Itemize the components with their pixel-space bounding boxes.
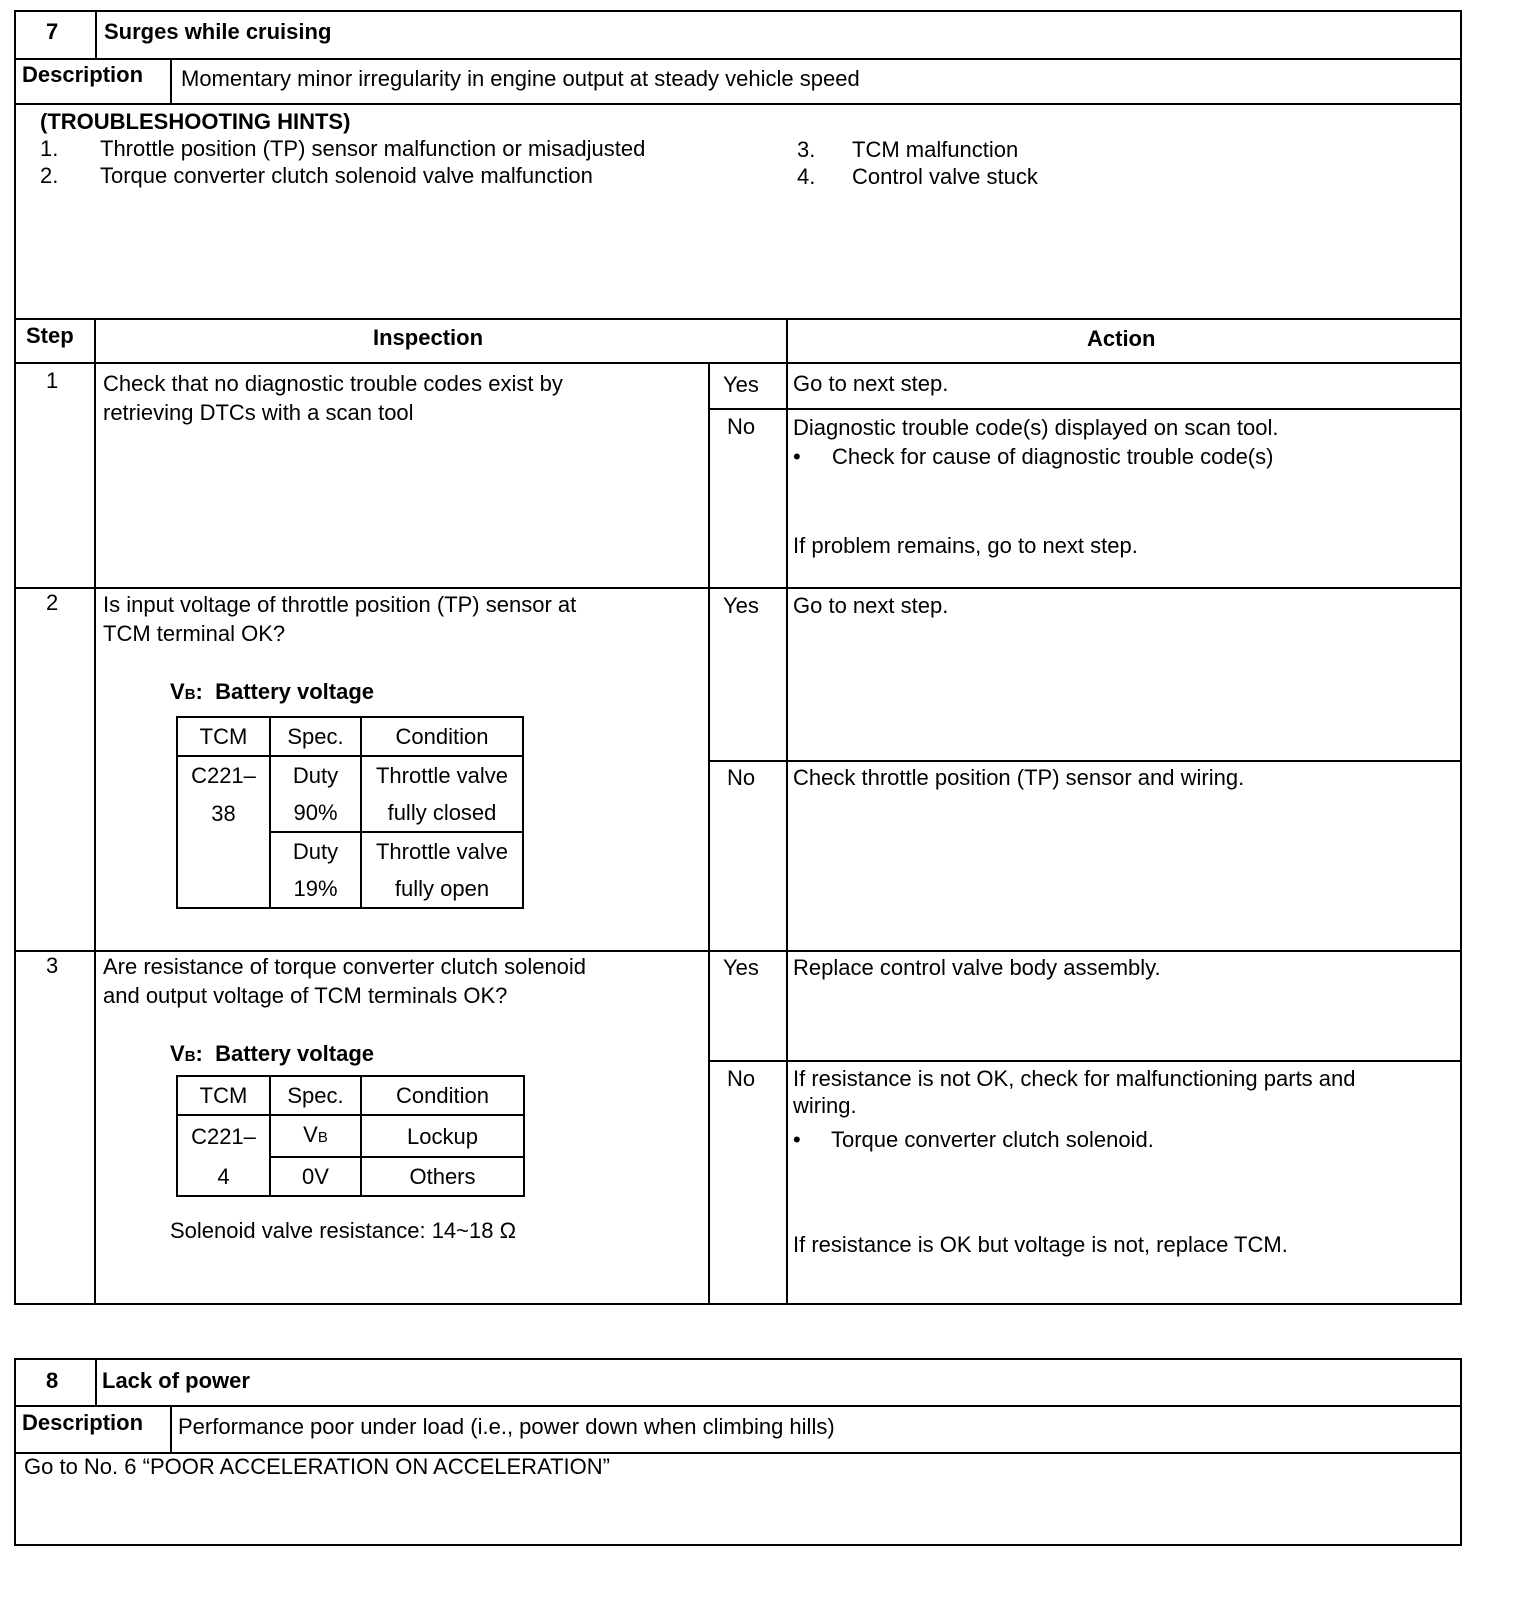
inspection-header: Inspection (373, 325, 484, 350)
step3-yes-action: Replace control valve body assembly. (793, 955, 1161, 980)
s7-desc-label: Description (22, 62, 144, 87)
terminal-empty (177, 870, 270, 908)
step1-no-after: If problem remains, go to next step. (793, 533, 1138, 558)
step1-inspection-line2: retrieving DTCs with a scan tool (103, 400, 414, 425)
vb-sub: B (184, 1048, 196, 1065)
step1-number: 1 (46, 368, 59, 393)
spec-1a: Duty (270, 756, 361, 794)
step3-spec-table (176, 1075, 525, 1197)
s8-title-cell (95, 1358, 1462, 1407)
step1-no-bullet: Check for cause of diagnostic trouble code(s) (832, 444, 1274, 469)
step2-num-cell (14, 587, 96, 952)
cond-others: Others (361, 1157, 524, 1196)
step3-no-action-line2: wiring. (793, 1093, 857, 1118)
terminal-line2: 4 (177, 1157, 270, 1196)
terminal-empty (177, 832, 270, 870)
step3-no-action-line1: If resistance is not OK, check for malfunctioning parts and (793, 1066, 1356, 1091)
terminal-line2: 38 (177, 794, 270, 832)
step1-yes-label: Yes (723, 372, 759, 397)
step3-num-cell (14, 950, 96, 1305)
cond-lockup: Lockup (361, 1115, 524, 1157)
s8-number: 8 (46, 1368, 59, 1393)
step3-yes-label: Yes (723, 955, 759, 980)
action-header: Action (1087, 326, 1156, 351)
step1-num-cell (14, 362, 96, 589)
step2-yes-label: Yes (723, 593, 759, 618)
step2-number: 2 (46, 590, 59, 615)
bullet-icon: • (793, 444, 801, 469)
step3-number: 3 (46, 953, 59, 978)
th-spec: Spec. (270, 1076, 361, 1115)
hint-3-num: 3. (797, 137, 816, 162)
th-condition: Condition (361, 1076, 524, 1115)
step3-no-after: If resistance is OK but voltage is not, replace TCM. (793, 1232, 1288, 1257)
step3-inspection-line2: and output voltage of TCM terminals OK? (103, 983, 508, 1008)
th-tcm: TCM (177, 1076, 270, 1115)
th-spec: Spec. (270, 717, 361, 756)
step1-no-action: Diagnostic trouble code(s) displayed on scan tool. (793, 415, 1279, 440)
hint-1: Throttle position (TP) sensor malfunction or misadjusted (100, 136, 646, 161)
step3-no-label: No (727, 1066, 756, 1091)
cond-2a: Throttle valve (361, 832, 523, 870)
resistance-spec: Solenoid valve resistance: 14~18 Ω (170, 1218, 517, 1243)
spec-vb-prefix: V (303, 1122, 318, 1147)
step2-no-label: No (727, 765, 756, 790)
hints-title: (TROUBLESHOOTING HINTS) (40, 109, 351, 134)
spec-vb (270, 1115, 361, 1157)
step3-vb-note (170, 1040, 374, 1071)
step2-inspection-line2: TCM terminal OK? (103, 621, 286, 646)
hint-1-num: 1. (40, 136, 59, 161)
cond-1b: fully closed (361, 794, 523, 832)
step2-spec-table (176, 716, 524, 909)
th-tcm: TCM (177, 717, 270, 756)
step1-no-label: No (727, 414, 756, 439)
step-header: Step (26, 323, 74, 348)
terminal-line1: C221– (177, 756, 270, 794)
vb-prefix: V (170, 679, 185, 704)
spec-2a: Duty (270, 832, 361, 870)
vb-prefix: V (170, 1041, 185, 1066)
hint-2-num: 2. (40, 163, 59, 188)
hint-3: TCM malfunction (852, 137, 1019, 162)
hint-2: Torque converter clutch solenoid valve malfunction (100, 163, 593, 188)
step2-yes-action: Go to next step. (793, 593, 949, 618)
step2-inspection-line1: Is input voltage of throttle position (TP) sensor at (103, 592, 577, 617)
step3-no-bullet: Torque converter clutch solenoid. (831, 1127, 1154, 1152)
s7-number: 7 (46, 19, 59, 44)
s7-title: Surges while cruising (104, 19, 332, 44)
step2-vb-note (170, 678, 374, 709)
s8-content: Go to No. 6 “POOR ACCELERATION ON ACCELERATION” (24, 1454, 610, 1479)
spec-0v: 0V (270, 1157, 361, 1196)
step3-inspection-line1: Are resistance of torque converter clutch solenoid (103, 954, 587, 979)
vb-label: : Battery voltage (195, 1041, 375, 1066)
spec-vb-sub: B (317, 1129, 328, 1146)
th-condition: Condition (361, 717, 523, 756)
step2-no-action: Check throttle position (TP) sensor and wiring. (793, 765, 1245, 790)
vb-sub: B (184, 686, 196, 703)
cond-1a: Throttle valve (361, 756, 523, 794)
terminal-line1: C221– (177, 1115, 270, 1157)
step3-no-cell (708, 1060, 788, 1305)
step3-no-action-cell (786, 1060, 1462, 1305)
vb-label: : Battery voltage (195, 679, 375, 704)
s8-desc-label: Description (22, 1410, 144, 1435)
bullet-icon: • (793, 1127, 801, 1152)
s8-description: Performance poor under load (i.e., power down when climbing hills) (178, 1414, 835, 1439)
cond-2b: fully open (361, 870, 523, 908)
step1-yes-action: Go to next step. (793, 371, 949, 396)
s8-title: Lack of power (102, 1368, 250, 1393)
hint-4: Control valve stuck (852, 164, 1038, 189)
spec-2b: 19% (270, 870, 361, 908)
s7-description: Momentary minor irregularity in engine output at steady vehicle speed (181, 66, 860, 91)
step1-inspection-line1: Check that no diagnostic trouble codes exist by (103, 371, 563, 396)
hint-4-num: 4. (797, 164, 816, 189)
spec-1b: 90% (270, 794, 361, 832)
